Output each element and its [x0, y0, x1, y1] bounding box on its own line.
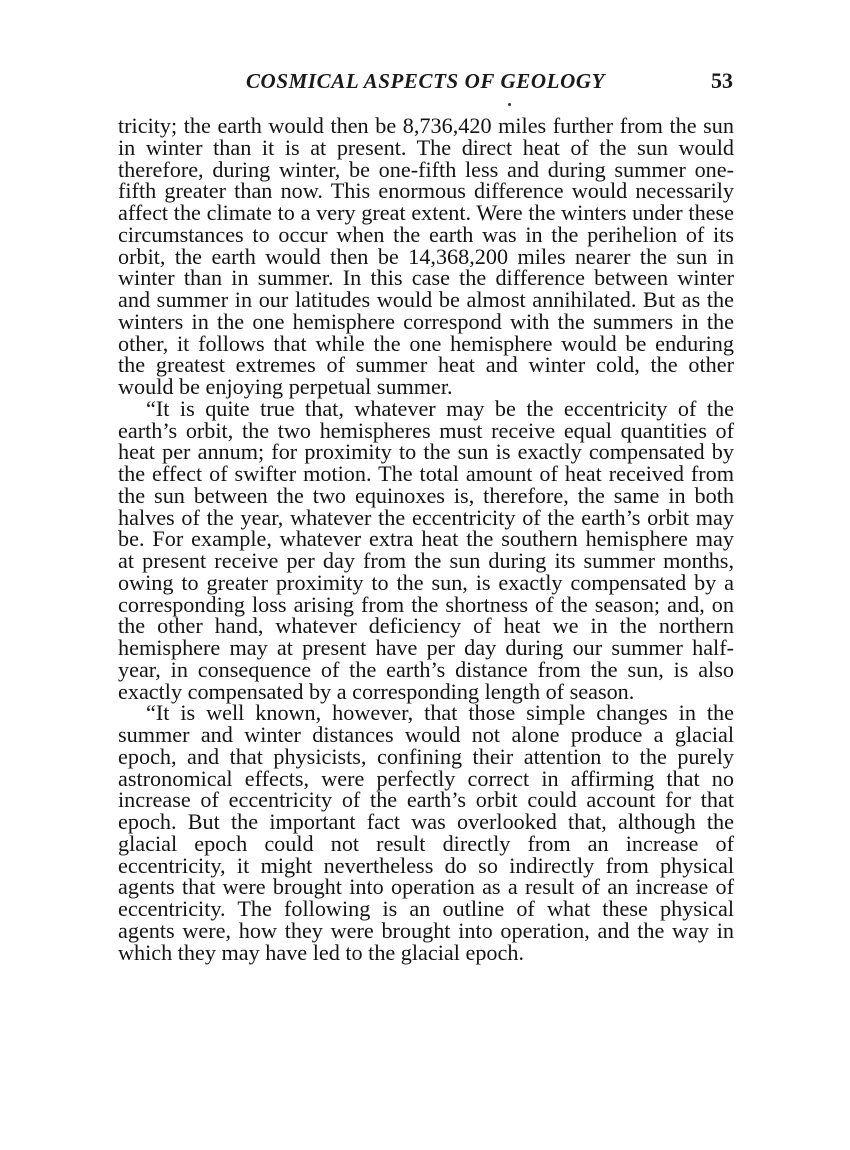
page-number: 53: [711, 68, 733, 93]
print-speck: [508, 103, 511, 106]
paragraph-continuation: tricity; the earth would then be 8,736,420 miles further from the sun in winter than it is at present. The direct heat of the sun would therefore, during winter, be one-fifth less and during summer one-fifth greater than now. This enormous difference would necessarily affect the climate to a very great extent. Were the winters under these circumstances to occur when the earth was in the perihelion of its orbit, the earth would then be 14,368,200 miles nearer the sun in winter than in summer. In this case the difference between winter and summer in our latitudes would be almost annihilated. But as the winters in the one hemisphere correspond with the summers in the other, it follows that while the one hemisphere would be enduring the greatest extremes of summer heat and winter cold, the other would be enjoying perpetual summer.: [118, 113, 734, 399]
paragraph-quote-hemispheres: “It is quite true that, whatever may be the eccentricity of the earth’s orbit, the two hemispheres must receive equal quantities of heat per annum; for proximity to the sun is exactly compensated by the effect of swifter motion. The total amount of heat received from the sun between the two equinoxes is, therefore, the same in both halves of the year, whatever the eccentricity of the earth’s orbit may be. For example, whatever extra heat the southern hemisphere may at present receive per day from the sun during its summer months, owing to greater proximity to the sun, is exactly compensated by a corresponding loss arising from the shortness of the season; and, on the other hand, whatever deficiency of heat we in the northern hemisphere may at present have per day during our summer half-year, in consequence of the earth’s distance from the sun, is also exactly compensated by a corresponding length of season.: [118, 395, 734, 704]
running-title: COSMICAL ASPECTS OF GEOLOGY: [245, 69, 606, 93]
running-head: [118, 64, 733, 98]
body-text: [118, 115, 734, 963]
paragraph-quote-glacial-epoch: “It is well known, however, that those simple changes in the summer and winter distances would not alone produce a glacial epoch, and that physicists, confining their attention to the purely astronomical effects, were perfectly correct in affirming that no increase of eccentricity of the earth’s orbit could account for that epoch. But the important fact was overlooked that, although the glacial epoch could not result directly from an increase of eccentricity, it might nevertheless do so indirectly from physical agents that were brought into operation as a result of an increase of eccentricity. The following is an outline of what these physical agents were, how they were brought into operation, and the way in which they may have led to the glacial epoch.: [118, 700, 734, 965]
